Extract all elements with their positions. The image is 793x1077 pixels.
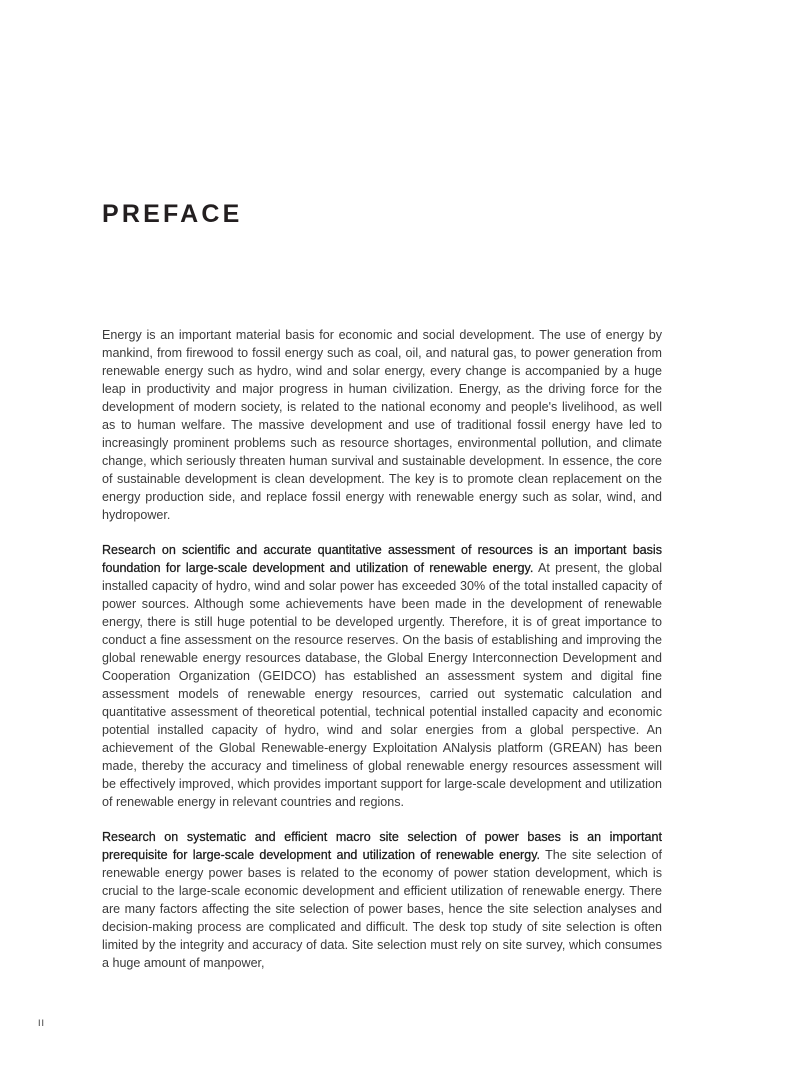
paragraph-1	[102, 326, 662, 524]
paragraph-text: Energy is an important material basis for economic and social development. The use of energy by mankind, from firewood to fossil energy such as coal, oil, and natural gas, to power generation from renewable energy such as hydro, wind and solar energy, every change is accompanied by a huge leap in productivity and major progress in human civilization. Energy, as the driving force for the development of modern society, is related to the national economy and people's livelihood, as well as to human welfare. The massive development and use of traditional fossil energy have led to increasingly prominent problems such as resource shortages, environmental pollution, and climate change, which seriously threaten human survival and sustainable development. In essence, the core of sustainable development is clean development. The key is to promote clean replacement on the energy production side, and replace fossil energy with renewable energy such as solar, wind, and hydropower.	[102, 328, 662, 522]
paragraph-lead: Research on systematic and efficient macro site selection of power bases is an important prerequisite for large-scale development and utilization of renewable energy.	[102, 830, 662, 862]
page-number: II	[38, 1018, 46, 1028]
paragraph-text: At present, the global installed capacity of hydro, wind and solar power has exceeded 30% of the total installed capacity of power sources. Although some achievements have been made in the development of renewable energy, there is still huge potential to be developed urgently. Therefore, it is of great importance to conduct a fine assessment on the resource reserves. On the basis of establishing and improving the global renewable energy resources database, the Global Energy Interconnection Development and Cooperation Organization (GEIDCO) has established an assessment system and digital fine assessment models of renewable energy resources, carried out systematic calculation and quantitative assessment of theoretical potential, technical potential installed capacity and economic potential installed capacity of hydro, wind and solar energies from a global perspective. An achievement of the Global Renewable-energy Exploitation ANalysis platform (GREAN) has been made, thereby the accuracy and timeliness of global renewable energy resources assessment will be effectively improved, which provides important support for large-scale development and utilization of renewable energy in relevant countries and regions.	[102, 561, 662, 809]
paragraph-text: The site selection of renewable energy power bases is related to the economy of power station development, which is crucial to the large-scale economic development and efficient utilization of renewable energy. There are many factors affecting the site selection of power bases, hence the site selection analyses and decision-making process are complicated and difficult. The desk top study of site selection is often limited by the integrity and accuracy of data. Site selection must rely on site survey, which consumes a huge amount of manpower,	[102, 848, 662, 970]
paragraph-lead: Research on scientific and accurate quantitative assessment of resources is an important basis foundation for large-scale development and utilization of renewable energy.	[102, 543, 662, 575]
paragraph-2	[102, 541, 662, 811]
paragraph-3	[102, 828, 662, 972]
preface-body	[102, 326, 662, 989]
page-title: PREFACE	[102, 200, 243, 228]
